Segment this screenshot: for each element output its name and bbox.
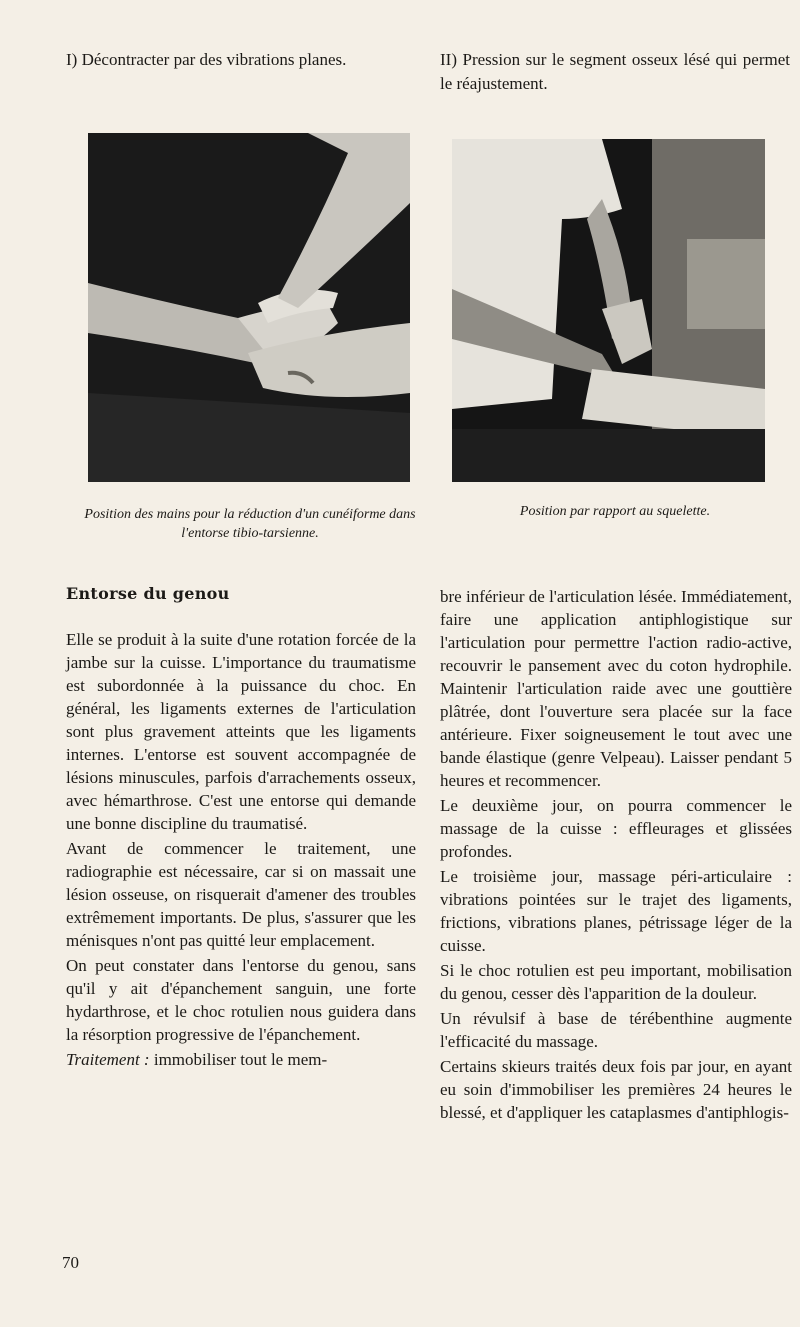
paragraph: Le deuxième jour, on pourra commencer le massage de la cuisse : effleurages et glissées profondes. [440,796,792,861]
paragraph: Avant de commencer le traitement, une radiographie est nécessaire, car si on massait une lésion osseuse, on risquerait d'amener des troubles extrêmement importants. De plus, s'assurer que les ménisques n'ont pas quitté leur emplacement. [66,839,416,950]
treatment-text: immobiliser tout le mem- [153,1050,328,1069]
paragraph: Un révulsif à base de térébenthine augmente l'efficacité du massage. [440,1009,792,1051]
paragraph: On peut constater dans l'entorse du genou, sans qu'il y ait d'épanchement sanguin, une forte hydarthrose, et le choc rotulien nous guidera dans la résorption progressive de l'épanchement. [66,956,416,1044]
photo-hands-on-foot [88,133,410,482]
top-caption-right: II) Pression sur le segment osseux lésé qui permet le réajustement. [440,50,790,93]
photo-skeleton-position [452,139,765,482]
right-column [440,585,792,1126]
paragraph: Le troisième jour, massage péri-articulaire : vibrations pointées sur le trajet des ligaments, frictions, vibrations planes, pétrissage léger de la cuisse. [440,867,792,955]
treatment-paragraph [66,1048,416,1071]
left-column [66,628,416,1073]
photo-hands-on-foot-illustration [88,133,410,482]
paragraph: bre inférieur de l'articulation lésée. Immédiatement, faire une application antiphlogistique sur l'articulation pour permettre l'action radio-active, recouvrir le pansement avec du coton hydrophile. Maintenir l'articulation raide avec une gouttière plâtrée, dont l'ouverture sera placée sur la face antérieure. Fixer soigneusement le tout avec une bande élastique (genre Velpeau). Laisser pendant 5 heures et recommencer. [440,587,792,790]
paragraph: Certains skieurs traités deux fois par jour, en ayant eu soin d'immobiliser les premières 24 heures le blessé, et d'appliquer les cataplasmes d'antiphlogis- [440,1057,792,1122]
photo-skeleton-position-illustration [452,139,765,482]
photo-caption-left: Position des mains pour la réduction d'un cunéiforme dans l'entorse tibio-tarsienne. [84,507,416,541]
section-heading: Entorse du genou [66,584,230,603]
photo-caption-right: Position par rapport au squelette. [519,504,711,519]
page-number: 70 [62,1253,79,1272]
paragraph: Elle se produit à la suite d'une rotation forcée de la jambe sur la cuisse. L'importance du traumatisme est subordonnée à la puissance du choc. En général, les ligaments externes de l'articulation sont plus gravement atteints que les ligaments internes. L'entorse est souvent accompagnée de lésions minuscules, parfois d'arrachements osseux, avec hémarthrose. C'est une entorse qui demande une bonne discipline du traumatisé. [66,630,416,833]
treatment-label: Traitement : [66,1050,150,1069]
paragraph: Si le choc rotulien est peu important, mobilisation du genou, cesser dès l'apparition de la douleur. [440,961,792,1003]
top-caption-left: I) Décontracter par des vibrations planes. [66,50,347,69]
